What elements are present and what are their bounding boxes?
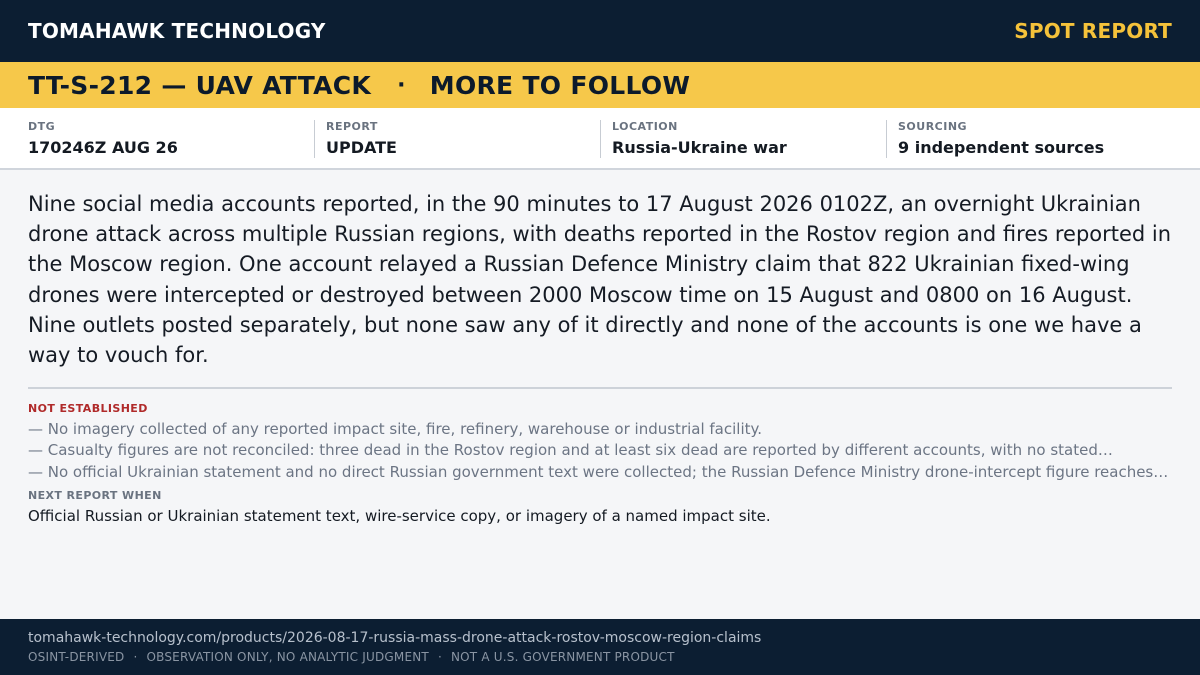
footer-tag: OBSERVATION ONLY, NO ANALYTIC JUDGMENT (146, 650, 429, 664)
summary-paragraph: Nine social media accounts reported, in the 90 minutes to 17 August 2026 0102Z, an overnight Ukrainian drone attack across multiple Russian regions, with deaths reported in the Rostov region and fires reported in the Moscow region. One account relayed a Russian Defence Ministry claim that 822 Ukrainian fixed-wing drones were intercepted or destroyed between 2000 Moscow time on 15 August and 0800 on 16 August. Nine outlets posted separately, but none saw any of it directly and none of the accounts is one we have a way to vouch for. (28, 192, 1172, 368)
meta-label: DTG (28, 120, 56, 133)
headline-banner (0, 62, 1200, 108)
not-established-label: NOT ESTABLISHED (28, 402, 148, 415)
footer-tag-separator: · (437, 650, 442, 664)
meta-value: 170246Z AUG 26 (28, 138, 178, 157)
meta-dtg (28, 120, 314, 158)
footer (0, 619, 1200, 675)
footer-url: tomahawk-technology.com/products/2026-08-17-russia-mass-drone-attack-rostov-moscow-region-claims (28, 630, 762, 646)
next-report-text: Official Russian or Ukrainian statement text, wire-service copy, or imagery of a named impact site. (28, 507, 771, 525)
footer-tags (28, 650, 1172, 664)
meta-value: UPDATE (326, 138, 397, 157)
list-item: — Casualty figures are not reconciled: three dead in the Rostov region and at least six dead are reported by different accounts, with no stated… (28, 441, 1113, 460)
meta-strip (0, 108, 1200, 170)
headline-id: TT-S-212 — UAV ATTACK (28, 70, 372, 100)
org-name: TOMAHAWK TECHNOLOGY (28, 19, 326, 43)
meta-value: Russia-Ukraine war (612, 138, 787, 157)
footer-tag: NOT A U.S. GOVERNMENT PRODUCT (450, 650, 675, 664)
footer-tag: OSINT-DERIVED (28, 650, 125, 664)
not-established-list (28, 419, 1178, 483)
headline-separator: · (397, 72, 406, 98)
section-divider (28, 387, 1172, 389)
footer-tag-separator: · (133, 650, 138, 664)
list-item: — No official Ukrainian statement and no direct Russian government text were collected; the Russian Defence Ministry drone-intercept figure reaches… (28, 462, 1169, 481)
meta-label: REPORT (326, 120, 378, 133)
meta-report (314, 120, 600, 158)
meta-label: SOURCING (898, 120, 968, 133)
meta-label: LOCATION (612, 120, 678, 133)
report-type-badge: SPOT REPORT (1014, 19, 1172, 43)
meta-location (600, 120, 886, 158)
top-bar (0, 0, 1200, 62)
headline-status: MORE TO FOLLOW (429, 70, 691, 100)
list-item: — No imagery collected of any reported impact site, fire, refinery, warehouse or industrial facility. (28, 420, 763, 438)
next-report-label: NEXT REPORT WHEN (28, 489, 162, 502)
meta-value: 9 independent sources (898, 138, 1105, 157)
meta-sourcing (886, 120, 1172, 158)
